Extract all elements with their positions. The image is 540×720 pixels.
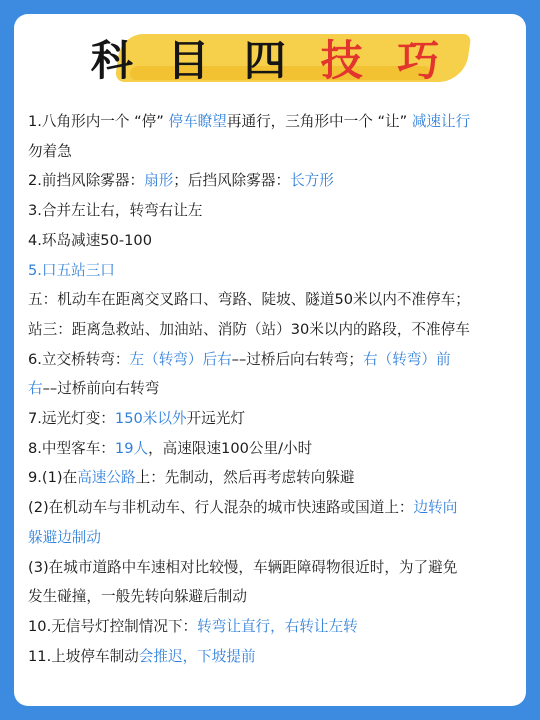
- tip-text: 站三：距离急救站、加油站、消防（站）30米以内的路段，不准停车: [28, 320, 470, 338]
- title-part-black: 科 目 四: [90, 36, 321, 85]
- tip-line: [28, 463, 518, 493]
- tip-line: [28, 107, 518, 137]
- tip-line: [28, 196, 518, 226]
- highlight-text: 会推迟，下坡提前: [138, 647, 256, 665]
- tip-line: [28, 166, 518, 196]
- highlight-text: 躲避边制动: [28, 528, 101, 546]
- highlight-text: 边转向: [413, 499, 458, 517]
- tip-line: [28, 315, 518, 345]
- highlight-text: 高速公路: [77, 469, 136, 487]
- tip-line: [28, 404, 518, 434]
- tip-line: [28, 137, 518, 167]
- title-part-red: 技 巧: [320, 36, 450, 85]
- tip-text: 五：机动车在距离交叉路口、弯路、陡坡、隧道50米以内不准停车；: [28, 291, 470, 309]
- highlight-text: 停车瞭望: [168, 113, 227, 130]
- page-title: [0, 36, 540, 86]
- tip-text: ––过桥前向右转弯: [42, 380, 160, 398]
- highlight-text: 右: [28, 380, 43, 398]
- tip-text: 6.立交桥转弯：: [28, 350, 130, 368]
- tips-list: [28, 107, 518, 671]
- tip-text: 上：先制动，然后再考虑转向躲避: [135, 469, 355, 487]
- highlight-text: 转弯让直行，右转让左转: [197, 617, 358, 635]
- tip-text: 9.(1)在: [28, 469, 78, 487]
- tip-text: 11.上坡停车制动: [28, 647, 139, 665]
- tip-line: [28, 642, 518, 672]
- tip-line: [28, 553, 518, 583]
- tip-text: 再通行，三角形中一个 “让”: [226, 113, 412, 130]
- tip-text: 7.远光灯变：: [28, 410, 115, 428]
- tip-text: ，高速限速100公里/小时: [148, 439, 313, 457]
- tip-text: ––过桥后向右转弯；: [231, 350, 364, 368]
- highlight-text: 左（转弯）后右: [129, 350, 232, 368]
- tip-line: [28, 612, 518, 642]
- tip-text: 勿着急: [28, 142, 72, 160]
- tip-line: [28, 256, 518, 286]
- tip-text: (2)在机动车与非机动车、行人混杂的城市快速路或国道上：: [28, 499, 414, 517]
- tip-line: [28, 582, 518, 612]
- highlight-text: 右（转弯）前: [363, 350, 451, 368]
- tip-text: 1.八角形内一个 “停”: [28, 113, 169, 130]
- title-banner: [0, 20, 540, 90]
- tip-line: [28, 226, 518, 256]
- tip-text: ；后挡风除雾器：: [173, 172, 291, 190]
- tip-line: [28, 523, 518, 553]
- tip-line: [28, 493, 518, 523]
- tip-text: 2.前挡风除雾器：: [28, 172, 145, 190]
- highlight-text: 扇形: [144, 172, 174, 190]
- tip-text: 3.合并左让右，转弯右让左: [28, 202, 203, 220]
- highlight-text: 长方形: [290, 172, 334, 190]
- tip-text: 开远光灯: [186, 410, 245, 428]
- highlight-text: 19人: [114, 439, 149, 457]
- tip-text: 4.环岛减速50-100: [28, 231, 152, 249]
- tip-line: [28, 345, 518, 375]
- tip-line: [28, 374, 518, 404]
- tip-text: 发生碰撞，一般先转向躲避后制动: [28, 588, 247, 606]
- tip-line: [28, 434, 518, 464]
- highlight-text: 150米以外: [114, 410, 187, 428]
- highlight-text: 5.口五站三口: [28, 261, 115, 279]
- tip-text: 10.无信号灯控制情况下：: [28, 617, 198, 635]
- tip-text: 8.中型客车：: [28, 439, 115, 457]
- tip-line: [28, 285, 518, 315]
- tip-text: (3)在城市道路中车速相对比较慢，车辆距障碍物很近时，为了避免: [28, 558, 458, 576]
- highlight-text: 减速让行: [411, 113, 471, 130]
